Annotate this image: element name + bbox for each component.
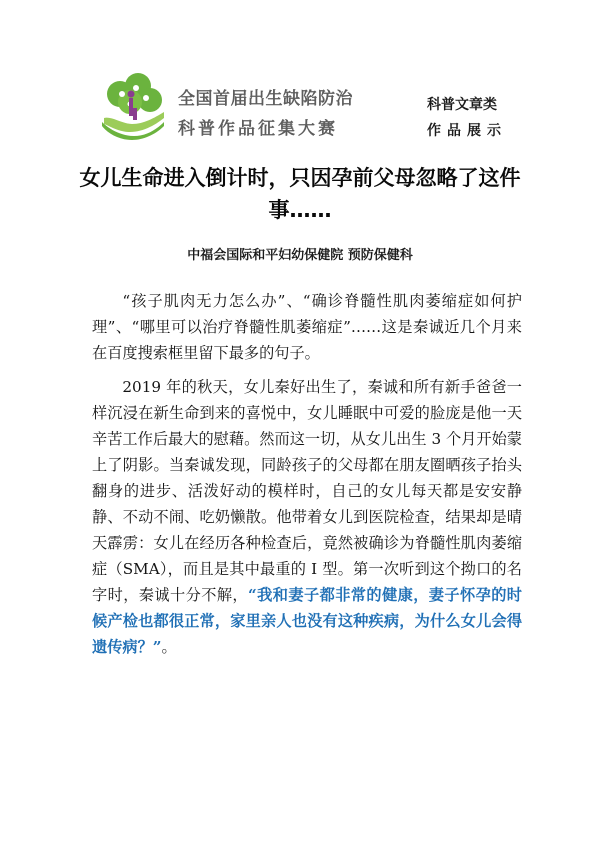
- tree-hand-logo-icon: [98, 72, 168, 140]
- category-line2: 作品展示: [427, 123, 507, 139]
- category-line1: 科普文章类: [427, 97, 497, 113]
- organization-title: [178, 84, 353, 139]
- paragraph-2-text: 2019 年的秋天，女儿秦好出生了，秦诚和所有新手爸爸一样沉浸在新生命到来的喜悦中，女儿睡眠中可爱的脸庞是他一天辛苦工作后最大的慰藉。然而这一切，从女儿出生 3 个月开始蒙上了阴影。当秦诚发现，同龄孩子的父母都在朋友圈晒孩子抬头翻身的进步、活泼好动的模样时，自己的女儿每天都是安安静静、不动不闹、吃奶懒散。他带着女儿到医院检查，结果却是晴天霹雳：女儿在经历各种检查后，竟然被确诊为脊髓性肌肉萎缩症（SMA），而且是其中最重的 I 型。第一次听到这个拗口的名字时，秦诚十分不解，: [92, 378, 522, 604]
- page-header: [0, 0, 600, 140]
- paragraph-1: “孩子肌肉无力怎么办”、“确诊脊髓性肌肉萎缩症如何护理”、“哪里可以治疗脊髓性肌萎缩症”……这是秦诚近几个月来在百度搜索框里留下最多的句子。: [92, 292, 522, 362]
- paragraph-2: [92, 374, 522, 660]
- article-body: [92, 288, 522, 668]
- highlighted-quote: “我和妻子都非常的健康，妻子怀孕的时候产检也都很正常，家里亲人也没有这种疾病，为什么女儿会得遗传病？”: [92, 586, 522, 656]
- paragraph-2-end: 。: [161, 638, 177, 656]
- org-name-line1: 全国首届出生缺陷防治: [178, 89, 353, 109]
- org-name-line2: 科普作品征集大赛: [178, 119, 338, 139]
- category-label: [427, 92, 507, 144]
- article-title: 女儿生命进入倒计时，只因孕前父母忽略了这件事……: [79, 166, 521, 222]
- article-author: 中福会国际和平妇幼保健院 预防保健科: [187, 248, 413, 263]
